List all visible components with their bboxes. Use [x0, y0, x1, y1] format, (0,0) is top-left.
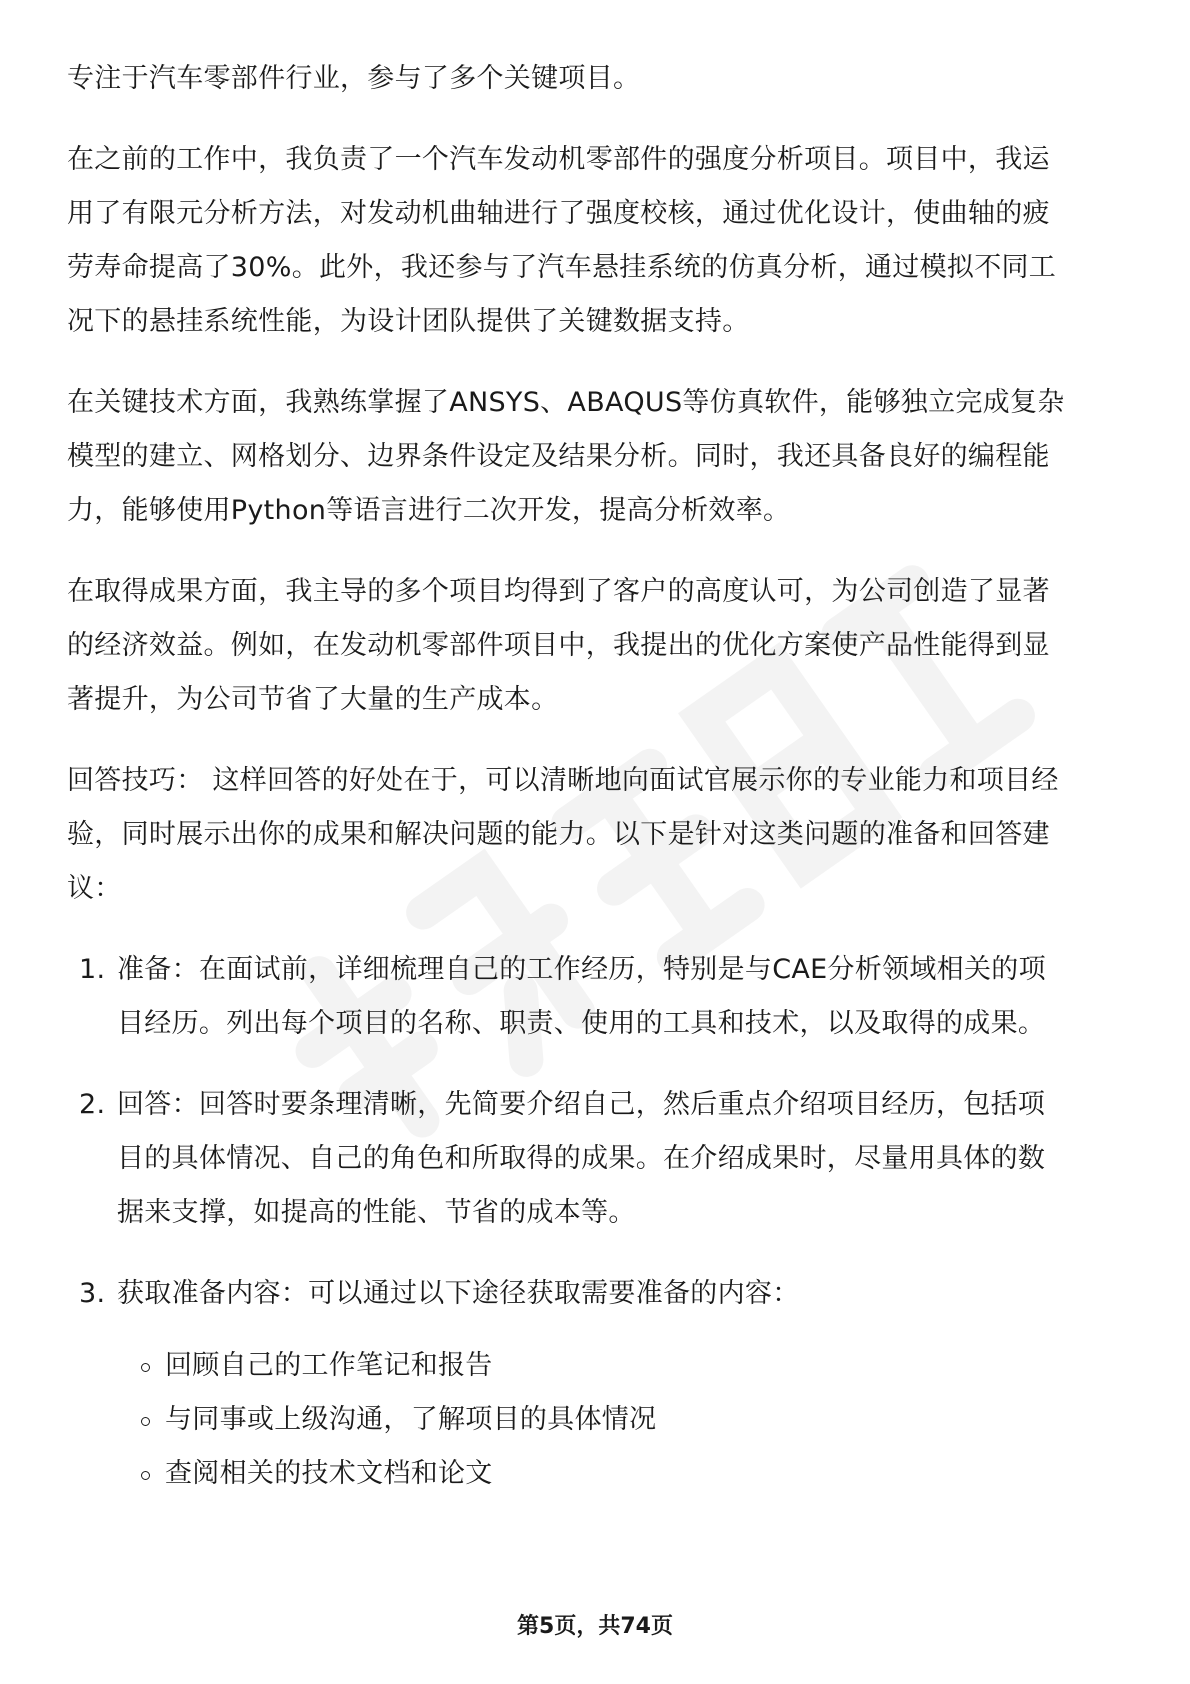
sub-list	[67, 1339, 1067, 1501]
sub-list-item	[67, 1447, 1067, 1501]
paragraph-answer-tips: 回答技巧： 这样回答的好处在于，可以清晰地向面试官展示你的专业能力和项目经验，同时展示出你的成果和解决问题的能力。以下是针对这类问题的准备和回答建议：	[67, 765, 1059, 904]
hollow-circle-bullet-icon	[141, 1363, 150, 1372]
list-number: 1.	[79, 954, 106, 985]
paragraph-achievements: 在取得成果方面，我主导的多个项目均得到了客户的高度认可，为公司创造了显著的经济效益。例如，在发动机零部件项目中，我提出的优化方案使产品性能得到显著提升，为公司节省了大量的生产成本。	[67, 576, 1050, 715]
hollow-circle-bullet-icon	[141, 1471, 150, 1480]
document-body	[67, 52, 1067, 1501]
list-item	[67, 1267, 1067, 1321]
list-number: 2.	[79, 1089, 106, 1120]
list-item-text: 准备：在面试前，详细梳理自己的工作经历，特别是与CAE分析领域相关的项目经历。列出每个项目的名称、职责、使用的工具和技术，以及取得的成果。	[117, 954, 1046, 1039]
paragraph-intro: 专注于汽车零部件行业，参与了多个关键项目。	[67, 63, 641, 94]
list-item-text: 回答：回答时要条理清晰，先简要介绍自己，然后重点介绍项目经历，包括项目的具体情况、自己的角色和所取得的成果。在介绍成果时，尽量用具体的数据来支撑，如提高的性能、节省的成本等。	[117, 1089, 1046, 1228]
sub-list-item	[67, 1339, 1067, 1393]
list-number: 3.	[79, 1278, 106, 1309]
page-number-footer: 第5页，共74页	[517, 1614, 673, 1639]
paragraph-key-technology: 在关键技术方面，我熟练掌握了ANSYS、ABAQUS等仿真软件，能够独立完成复杂模型的建立、网格划分、边界条件设定及结果分析。同时，我还具备良好的编程能力，能够使用Python等语言进行二次开发，提高分析效率。	[67, 387, 1065, 526]
hollow-circle-bullet-icon	[141, 1417, 150, 1426]
list-item	[67, 943, 1067, 1051]
list-item	[67, 1078, 1067, 1240]
list-item-text: 获取准备内容：可以通过以下途径获取需要准备的内容：	[117, 1278, 800, 1309]
paragraph-project-experience: 在之前的工作中，我负责了一个汽车发动机零部件的强度分析项目。项目中，我运用了有限元分析方法，对发动机曲轴进行了强度校核，通过优化设计，使曲轴的疲劳寿命提高了30%。此外，我还参与了汽车悬挂系统的仿真分析，通过模拟不同工况下的悬挂系统性能，为设计团队提供了关键数据支持。	[67, 144, 1057, 337]
sub-list-item	[67, 1393, 1067, 1447]
steps-list	[67, 943, 1067, 1321]
sub-list-item-text: 与同事或上级沟通，了解项目的具体情况	[165, 1404, 657, 1435]
sub-list-item-text: 回顾自己的工作笔记和报告	[165, 1350, 493, 1381]
sub-list-item-text: 查阅相关的技术文档和论文	[165, 1458, 493, 1489]
